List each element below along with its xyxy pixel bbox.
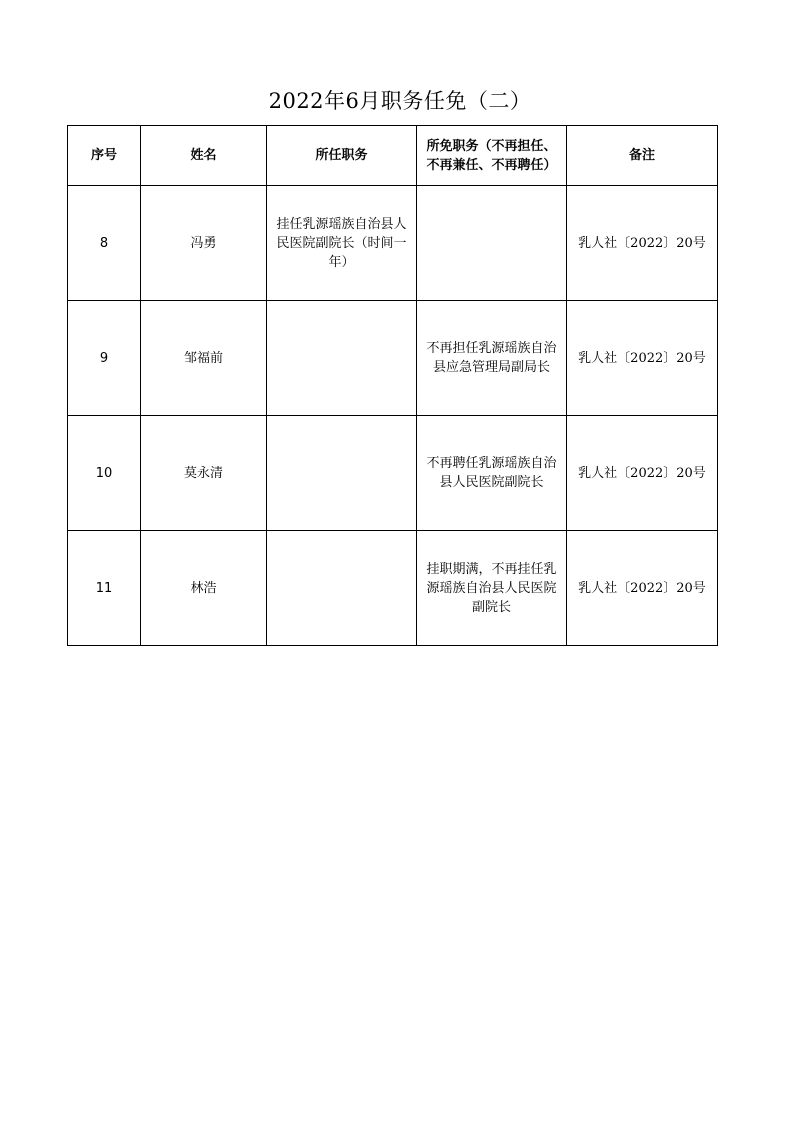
remark-cell: 乳人社〔2022〕20号 [567, 301, 718, 416]
appointed-position-cell: 挂任乳源瑶族自治县人民医院副院长（时间一年） [267, 186, 417, 301]
removed-position-cell: 不再担任乳源瑶族自治县应急管理局副局长 [417, 301, 567, 416]
name-cell: 邹福前 [141, 301, 267, 416]
table-row [68, 531, 718, 646]
header-remark: 备注 [567, 126, 718, 186]
table-header-row [68, 126, 718, 186]
header-serial: 序号 [68, 126, 141, 186]
table-row [68, 301, 718, 416]
header-name: 姓名 [141, 126, 267, 186]
header-removed-position: 所免职务（不再担任、不再兼任、不再聘任） [417, 126, 567, 186]
removed-position-cell: 不再聘任乳源瑶族自治县人民医院副院长 [417, 416, 567, 531]
name-cell: 冯勇 [141, 186, 267, 301]
removed-position-cell [417, 186, 567, 301]
table-row [68, 186, 718, 301]
appointed-position-cell [267, 301, 417, 416]
serial-cell: 11 [68, 531, 141, 646]
removed-position-cell: 挂职期满，不再挂任乳源瑶族自治县人民医院副院长 [417, 531, 567, 646]
page-title: 2022年6月职务任免（二） [268, 89, 532, 113]
name-cell: 莫永清 [141, 416, 267, 531]
table-row [68, 416, 718, 531]
remark-cell: 乳人社〔2022〕20号 [567, 186, 718, 301]
name-cell: 林浩 [141, 531, 267, 646]
appointed-position-cell [267, 416, 417, 531]
serial-cell: 8 [68, 186, 141, 301]
serial-cell: 10 [68, 416, 141, 531]
header-appointed-position: 所任职务 [267, 126, 417, 186]
serial-cell: 9 [68, 301, 141, 416]
remark-cell: 乳人社〔2022〕20号 [567, 416, 718, 531]
remark-cell: 乳人社〔2022〕20号 [567, 531, 718, 646]
appointed-position-cell [267, 531, 417, 646]
appointments-table [67, 125, 718, 646]
